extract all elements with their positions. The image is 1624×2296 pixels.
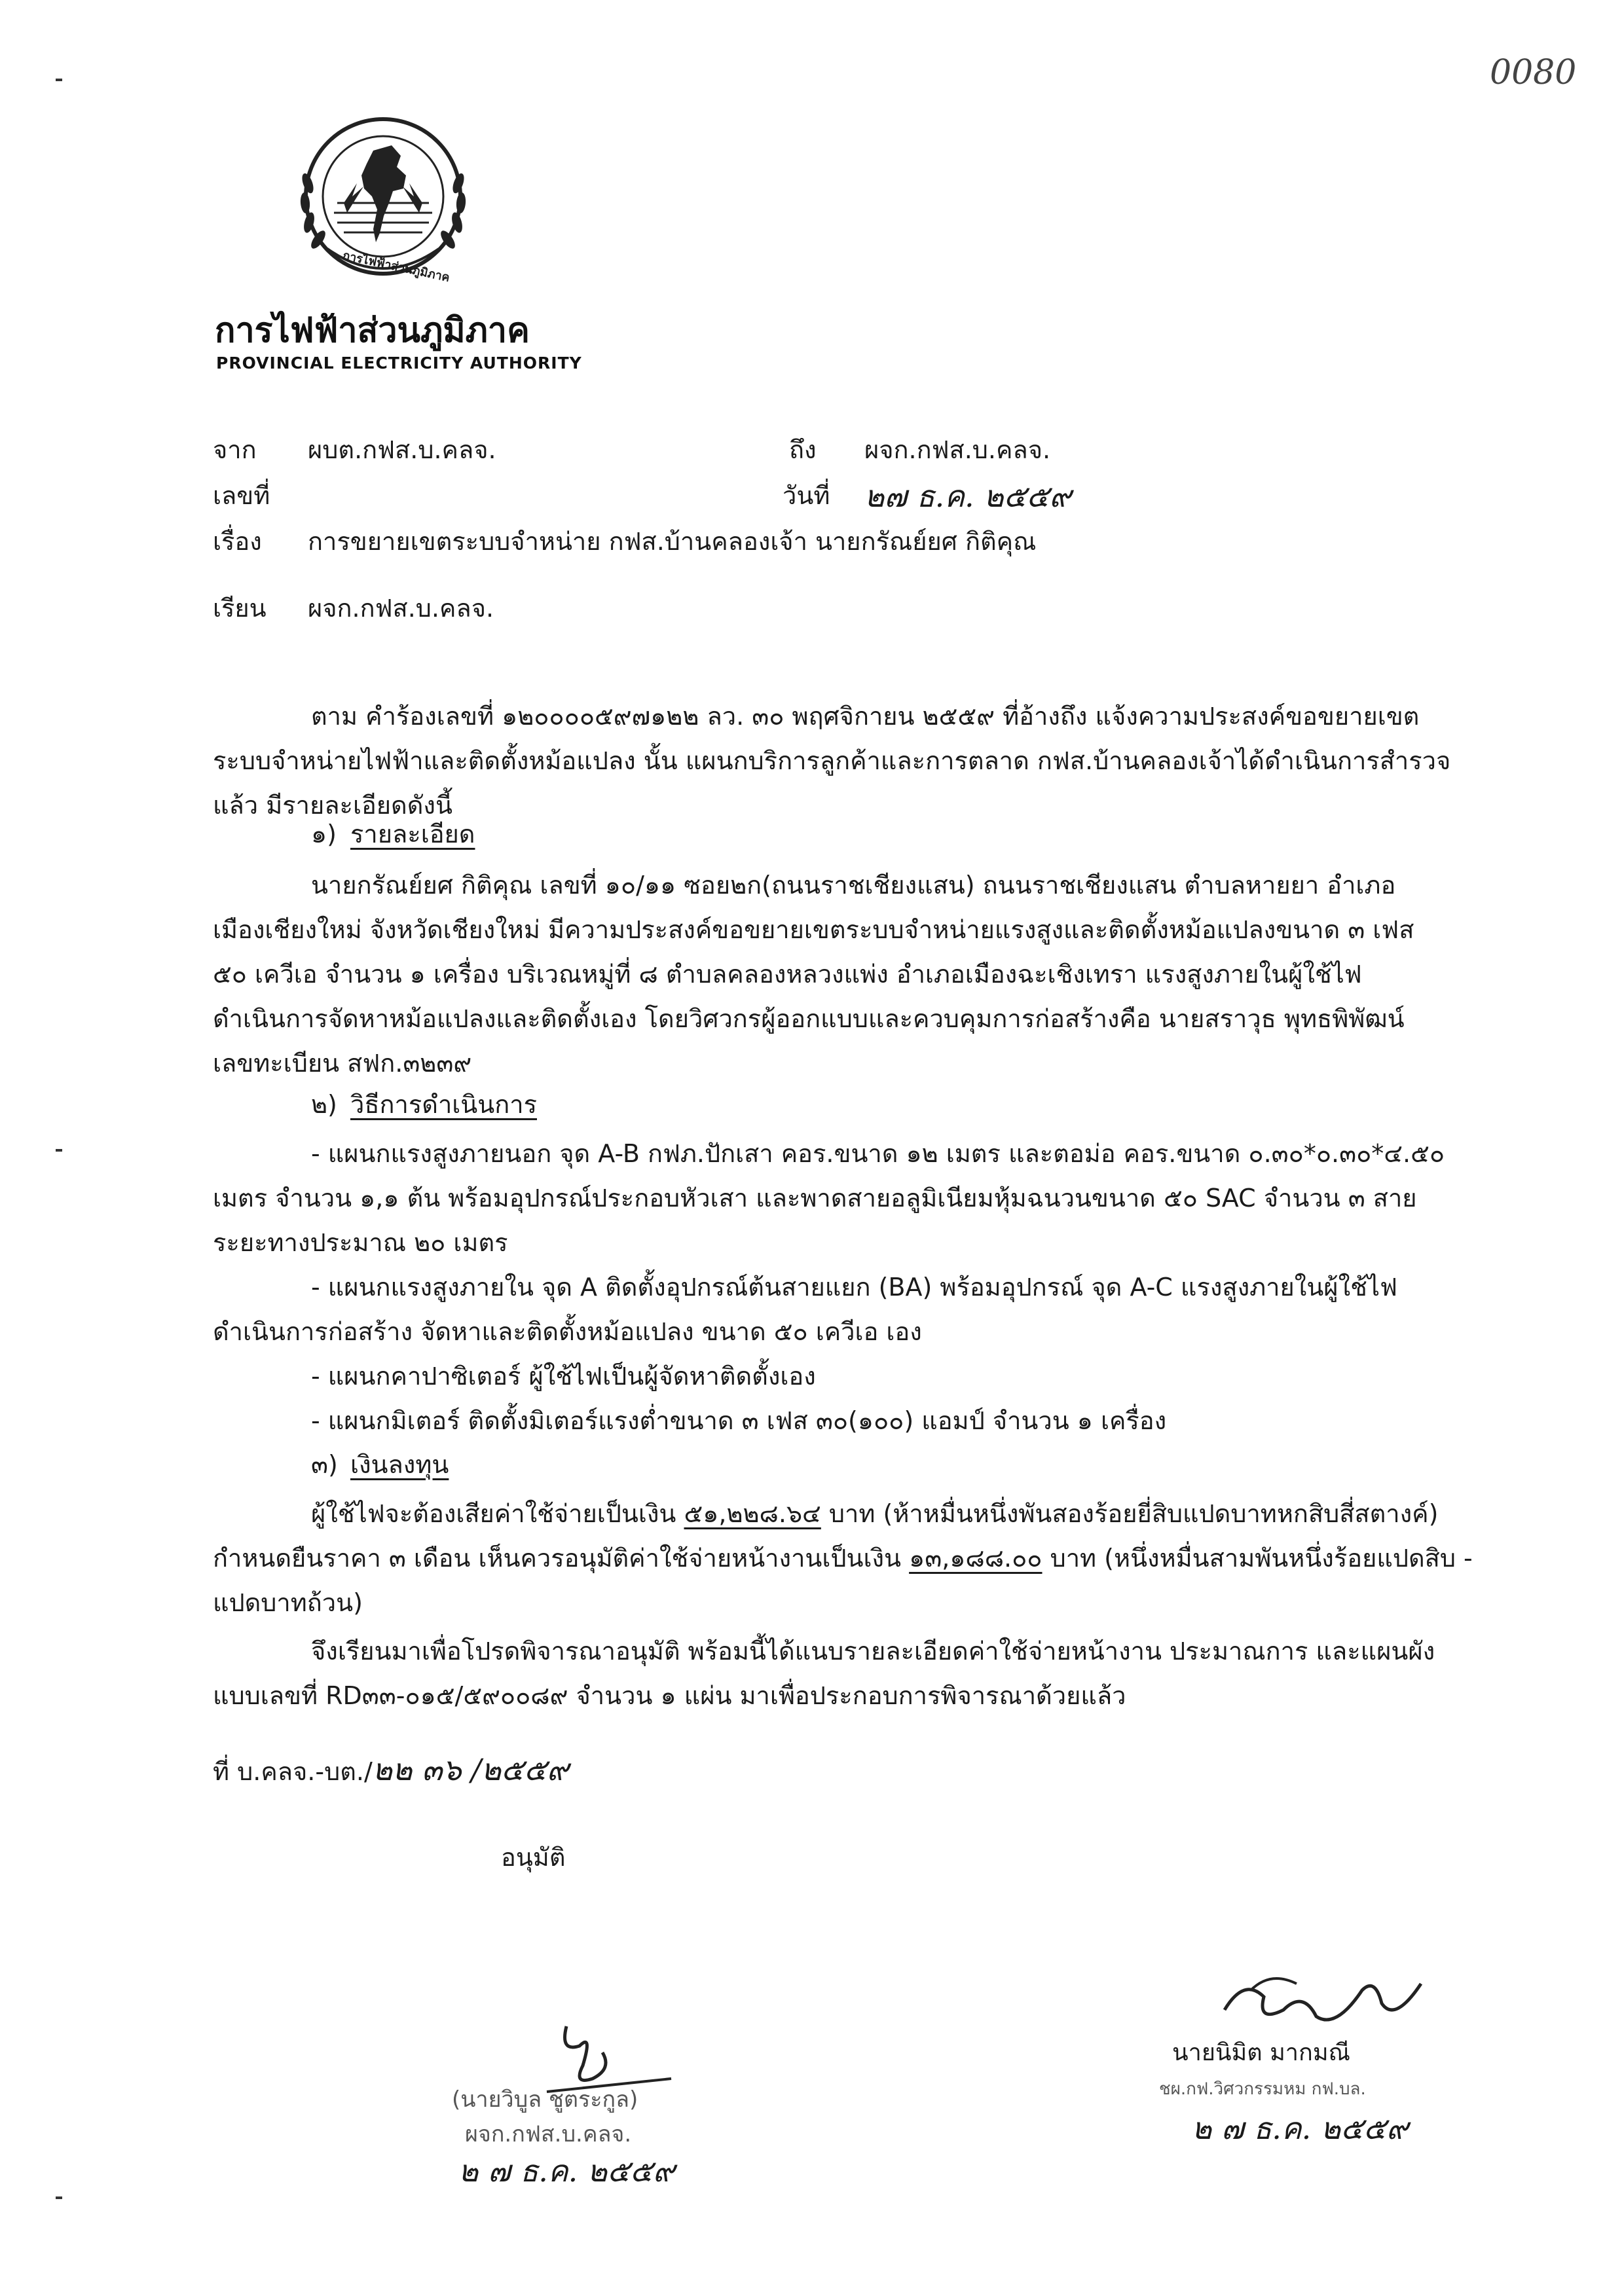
- section-3-line: แปดบาทถ้วน): [213, 1588, 363, 1617]
- section-2-line: - แผนกแรงสูงภายนอก จุด A-B กฟภ.ปักเสา คอร.ขนาด ๑๒ เมตร และตอม่อ คอร.ขนาด ๐.๓๐*๐.๓๐*๔.๕๐: [311, 1139, 1445, 1168]
- section-2-line: - แผนกแรงสูงภายใน จุด A ติดตั้งอุปกรณ์ต้นสายแยก (BA) พร้อมอุปกรณ์ จุด A-C แรงสูงภายในผู้ใช้ไฟ: [311, 1273, 1397, 1302]
- closing-line: จึงเรียนมาเพื่อโปรดพิจารณาอนุมัติ พร้อมนี้ได้แนบรายละเอียดค่าใช้จ่ายหน้างาน ประมาณการ และแผนผัง: [311, 1637, 1435, 1666]
- left-signer-title: ผจก.กฟส.บ.คลจ.: [465, 2121, 632, 2147]
- intro-line: ระบบจำหน่ายไฟฟ้าและติดตั้งหม้อแปลง นั้น แผนกบริการลูกค้าและการตลาด กฟส.บ้านคลองเจ้าได้ดำเนินการสำรวจ: [213, 746, 1451, 775]
- closing-paragraph: [213, 1629, 1522, 1718]
- right-signature-date: ๒ ๗ ธ.ค. ๒๕๕๙: [1192, 2111, 1409, 2146]
- org-name-th: การไฟฟ้าส่วนภูมิภาค: [215, 311, 530, 350]
- section-3-line: [213, 1491, 1522, 1536]
- total-cost-amount: ๕๑,๒๒๘.๖๔: [684, 1499, 821, 1528]
- org-name-en: PROVINCIAL ELECTRICITY AUTHORITY: [216, 354, 582, 373]
- attention-label: เรียน: [213, 594, 267, 623]
- reference-number: [213, 1752, 569, 1787]
- intro-paragraph: [213, 694, 1522, 828]
- site-cost-pre: กำหนดยืนราคา ๓ เดือน เห็นควรอนุมัติค่าใช้จ่ายหน้างานเป็นเงิน: [213, 1544, 901, 1573]
- section-1-line: นายกรัณย์ยศ กิติคุณ เลขที่ ๑๐/๑๑ ซอย๒ก(ถนนราชเชียงแสน) ถนนราชเชียงแสน ตำบลหายยา อำเภอ: [311, 871, 1396, 900]
- attention-value: ผจก.กฟส.บ.คลจ.: [308, 594, 494, 623]
- section-1-line: ดำเนินการจัดหาหม้อแปลงและติดตั้งเอง โดยวิศวกรผู้ออกแบบและควบคุมการก่อสร้างคือ นายสราวุธ พุทธพิพัฒน์: [213, 1004, 1405, 1033]
- section-3-body: [213, 1491, 1522, 1625]
- logo-caption: การไฟฟ้าส่วนภูมิภาค: [341, 248, 451, 285]
- left-signature-date: ๒ ๗ ธ.ค. ๒๕๕๙: [458, 2153, 675, 2189]
- from-value: ผบต.กฟส.บ.คลจ.: [308, 435, 496, 464]
- section-2-line: เมตร จำนวน ๑,๑ ต้น พร้อมอุปกรณ์ประกอบหัวเสา และพาดสายอลูมิเนียมหุ้มฉนวนขนาด ๕๐ SAC จำนวน ๓ สาย: [213, 1184, 1417, 1212]
- reference-printed: ที่ บ.คลจ.-บต./: [213, 1757, 373, 1786]
- intro-line: ตาม คำร้องเลขที่ ๑๒๐๐๐๐๕๙๗๑๒๒ ลว. ๓๐ พฤศจิกายน ๒๕๕๙ ที่อ้างถึง แจ้งความประสงค์ขอขยายเขต: [311, 702, 1420, 731]
- section-1-number: ๑): [311, 820, 337, 848]
- scan-mark: [56, 79, 62, 81]
- section-3-line: [213, 1536, 1522, 1580]
- to-label: ถึง: [789, 435, 817, 464]
- right-signer-name: นายนิมิต มากมณี: [1172, 2039, 1350, 2066]
- section-2-body: [213, 1131, 1522, 1443]
- section-2-line: - แผนกคาปาซิเตอร์ ผู้ใช้ไฟเป็นผู้จัดหาติดตั้งเอง: [311, 1362, 816, 1391]
- closing-line: แบบเลขที่ RD๓๓-๐๑๕/๕๙๐๐๘๙ จำนวน ๑ แผ่น มาเพื่อประกอบการพิจารณาด้วยแล้ว: [213, 1681, 1126, 1710]
- section-1-line: ๕๐ เควีเอ จำนวน ๑ เครื่อง บริเวณหมู่ที่ ๘ ตำบลคลองหลวงแพ่ง อำเภอเมืองฉะเชิงเทรา แรงสูงภายในผู้ใช้ไฟ: [213, 960, 1362, 989]
- handwritten-page-number: 0080: [1490, 53, 1577, 92]
- date-value: ๒๗ ธ.ค. ๒๕๕๙: [864, 479, 1071, 514]
- reference-handwritten: ๒๒ ๓๖ /๒๕๕๙: [372, 1752, 569, 1787]
- section-2-number: ๒): [311, 1090, 337, 1119]
- pea-logo: [282, 105, 485, 295]
- approval-label: อนุมัติ: [501, 1843, 566, 1872]
- left-signer-name: (นายวิบูล ชูตระกูล): [452, 2086, 638, 2113]
- section-2-title: วิธีการดำเนินการ: [350, 1090, 537, 1119]
- site-cost-amount: ๑๓,๑๘๘.๐๐: [909, 1544, 1043, 1573]
- right-signature: [1211, 1964, 1428, 2043]
- section-1-title: รายละเอียด: [350, 820, 475, 848]
- scan-mark: [56, 1149, 62, 1152]
- to-value: ผจก.กฟส.บ.คลจ.: [864, 435, 1051, 464]
- right-signer-title: ชผ.กฟ.วิศวกรรมหม กฟ.บล.: [1159, 2079, 1366, 2099]
- section-3-number: ๓): [311, 1450, 338, 1479]
- section-2-line: ดำเนินการก่อสร้าง จัดหาและติดตั้งหม้อแปลง ขนาด ๕๐ เควีเอ เอง: [213, 1317, 922, 1346]
- intro-line: แล้ว มีรายละเอียดดังนี้: [213, 791, 452, 820]
- site-cost-post: บาท (หนึ่งหมื่นสามพันหนึ่งร้อยแปดสิบ -: [1050, 1544, 1473, 1573]
- section-1-body: [213, 863, 1522, 1085]
- subject-value: การขยายเขตระบบจำหน่าย กฟส.บ้านคลองเจ้า นายกรัณย์ยศ กิติคุณ: [308, 527, 1037, 556]
- section-2-line: - แผนกมิเตอร์ ติดตั้งมิเตอร์แรงต่ำขนาด ๓ เฟส ๓๐(๑๐๐) แอมป์ จำนวน ๑ เครื่อง: [311, 1406, 1167, 1435]
- cost-text-post: บาท (ห้าหมื่นหนึ่งพันสองร้อยยี่สิบแปดบาทหกสิบสี่สตางค์): [828, 1499, 1439, 1528]
- subject-label: เรื่อง: [213, 527, 262, 556]
- section-2-line: ระยะทางประมาณ ๒๐ เมตร: [213, 1228, 508, 1257]
- from-label: จาก: [213, 435, 257, 464]
- number-label: เลขที่: [213, 481, 270, 510]
- section-3-title: เงินลงทุน: [350, 1450, 449, 1479]
- section-1-line: เมืองเชียงใหม่ จังหวัดเชียงใหม่ มีความประสงค์ขอขยายเขตระบบจำหน่ายแรงสูงและติดตั้งหม้อแปลงขนาด ๓ เฟส: [213, 915, 1414, 944]
- left-signature: [521, 2007, 678, 2098]
- scan-mark: [56, 2196, 62, 2199]
- cost-text-pre: ผู้ใช้ไฟจะต้องเสียค่าใช้จ่ายเป็นเงิน: [311, 1499, 676, 1528]
- date-label: วันที่: [783, 481, 830, 510]
- section-1-line: เลขทะเบียน สฟก.๓๒๓๙: [213, 1049, 472, 1078]
